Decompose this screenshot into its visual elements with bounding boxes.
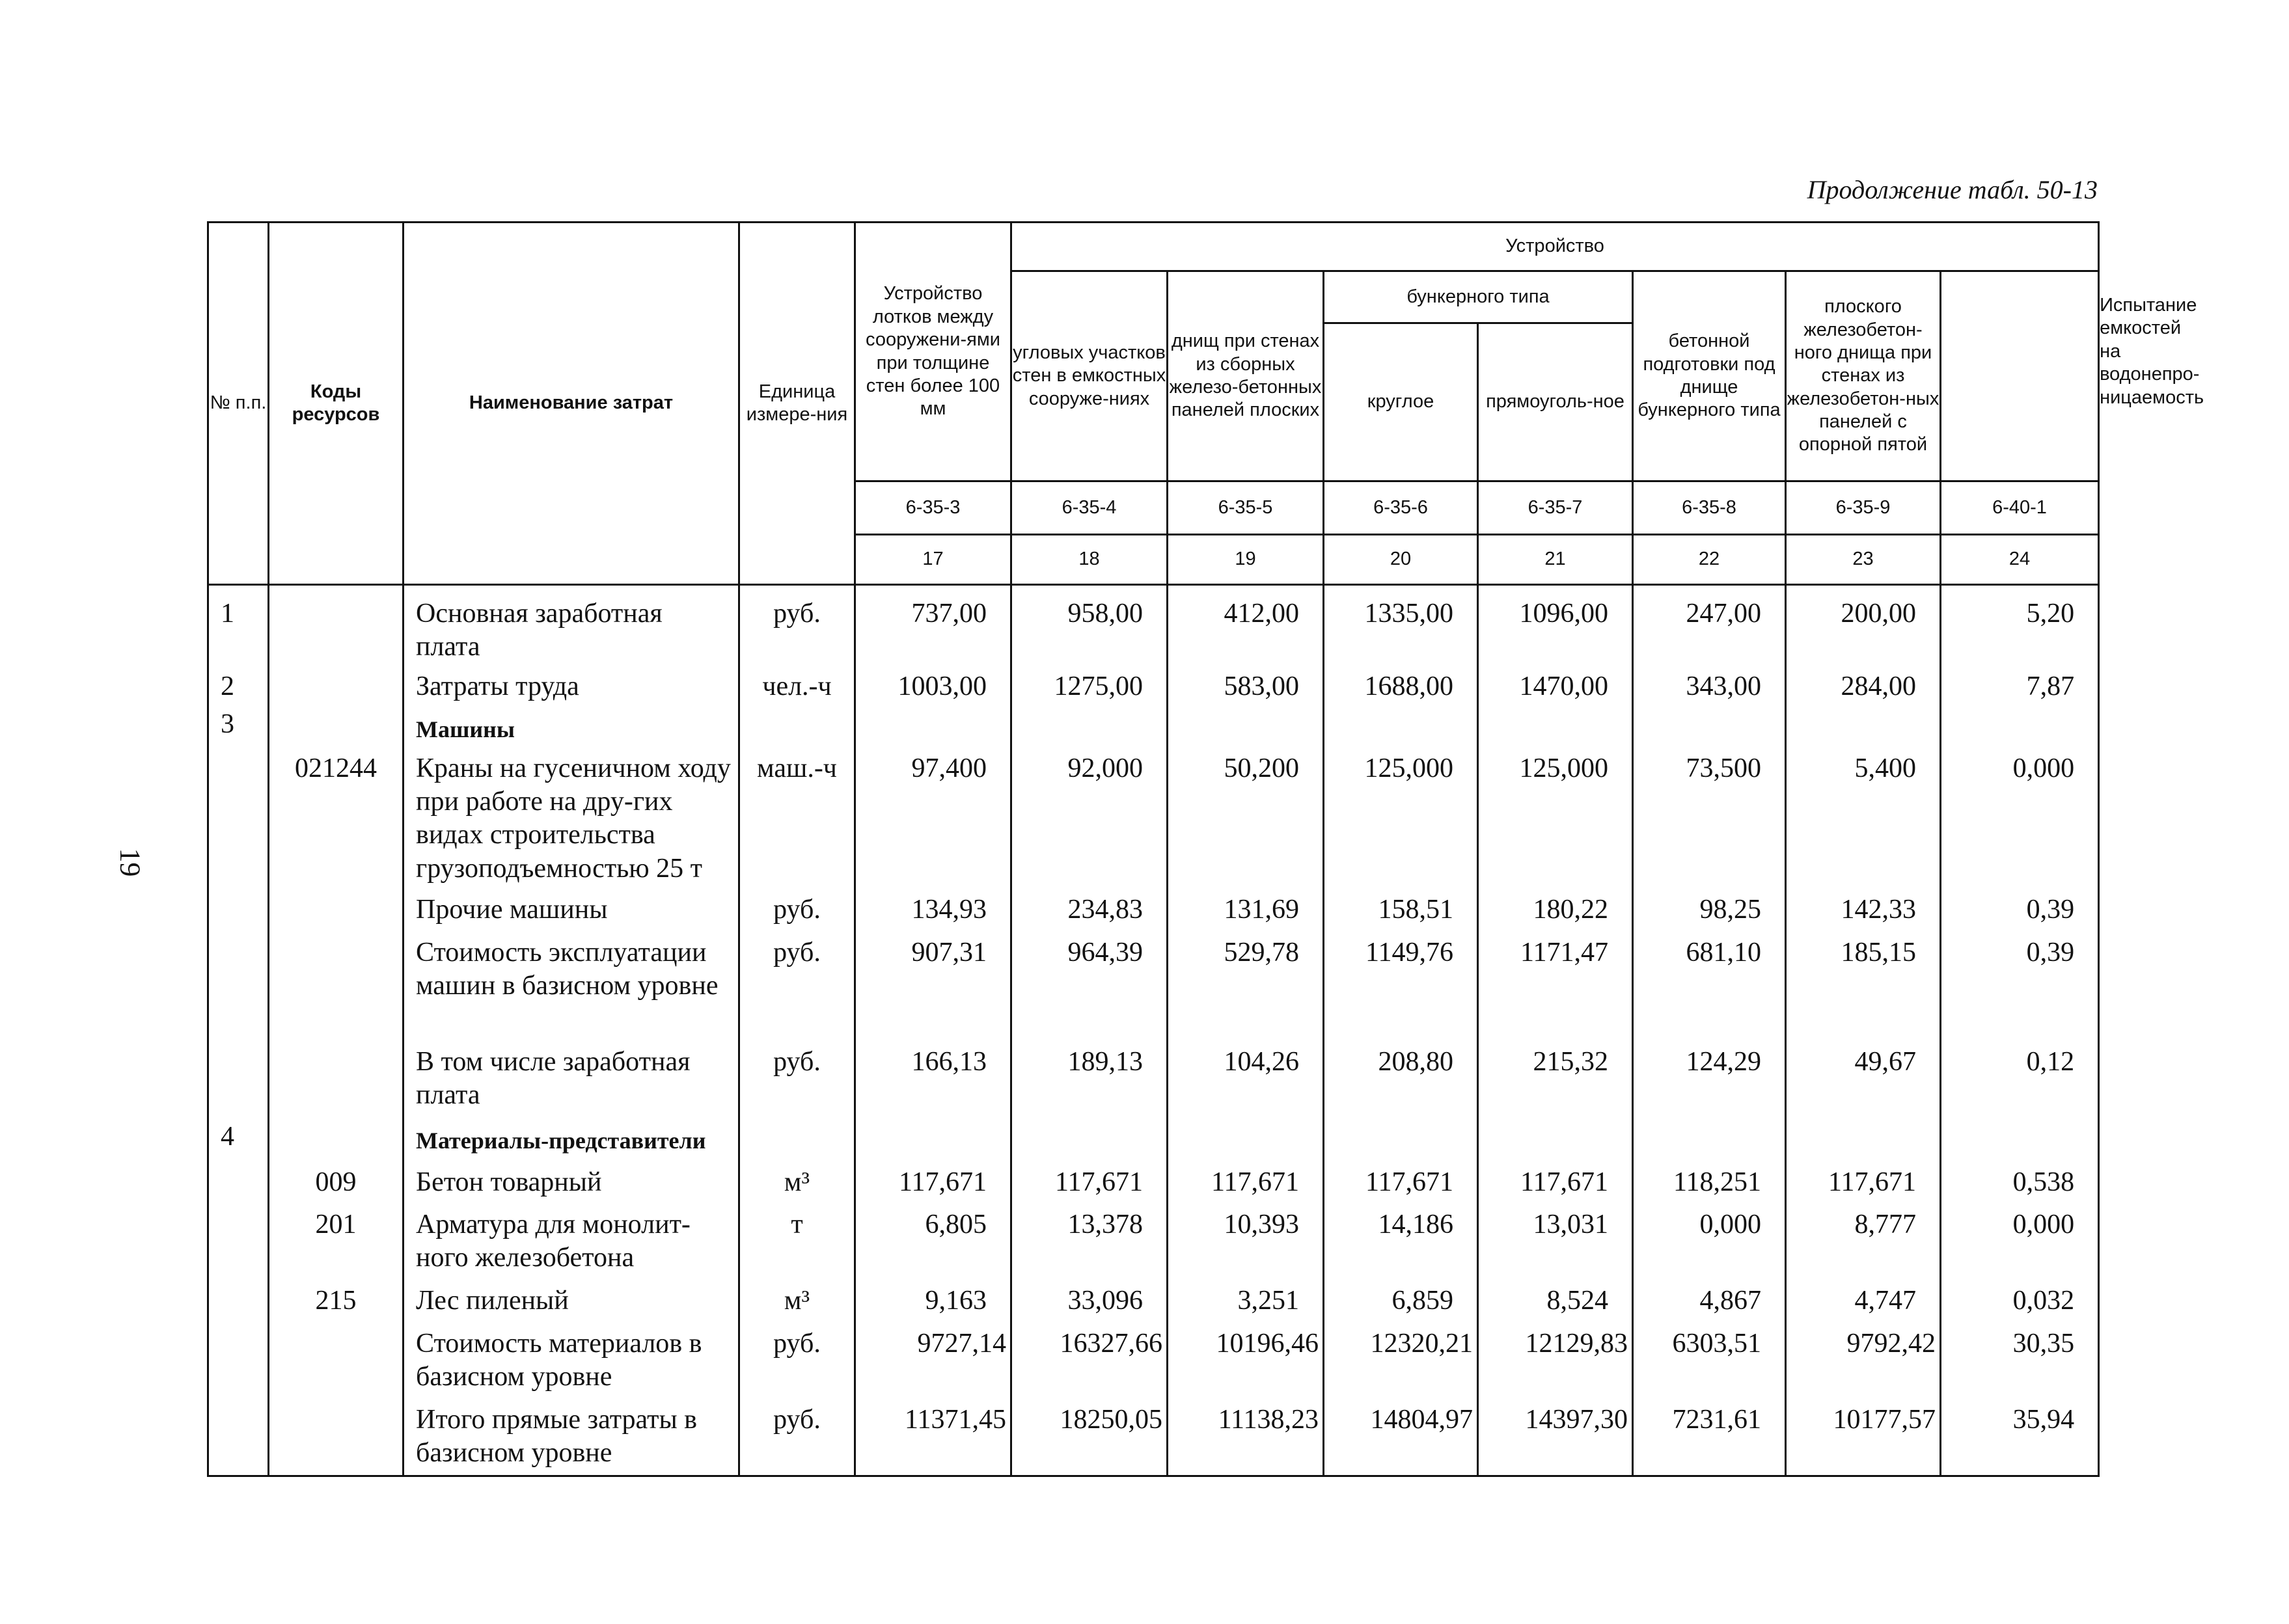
row-number: 2: [208, 666, 269, 705]
value-cell: 50,200: [1168, 748, 1324, 889]
value-cell: 5,20: [1941, 585, 2099, 666]
row-number: [208, 1162, 269, 1205]
value-cell: 583,00: [1168, 666, 1324, 705]
value-cell: 0,000: [1633, 1204, 1786, 1280]
resource-code: [269, 585, 404, 666]
column-number: 17: [855, 535, 1011, 585]
value-cell: 4,867: [1633, 1280, 1786, 1323]
table-row: [208, 932, 2099, 1042]
value-cell: [1941, 704, 2099, 748]
resource-code: [269, 666, 404, 705]
value-cell: [1478, 1116, 1633, 1162]
value-cell: 4,747: [1786, 1280, 1941, 1323]
value-cell: [1478, 704, 1633, 748]
header-col18: угловых участков стен в емкостных сооруже-ниях: [1011, 271, 1168, 481]
value-cell: 0,538: [1941, 1162, 2099, 1205]
resource-code: [269, 1400, 404, 1476]
cost-name: Стоимость эксплуатации машин в базисном уровне: [404, 932, 739, 1042]
value-cell: 9792,42: [1786, 1323, 1941, 1400]
table-row: [208, 585, 2099, 666]
value-cell: 8,777: [1786, 1204, 1941, 1280]
value-cell: [1324, 1116, 1478, 1162]
value-cell: 0,000: [1941, 1204, 2099, 1280]
code-cell: 6-35-6: [1324, 481, 1478, 535]
value-cell: [1011, 1116, 1168, 1162]
value-cell: 0,39: [1941, 932, 2099, 1042]
section-title: Машины: [404, 704, 739, 748]
value-cell: 343,00: [1633, 666, 1786, 705]
unit-cell: [739, 704, 855, 748]
table-row: [208, 889, 2099, 932]
value-cell: 284,00: [1786, 666, 1941, 705]
resource-code: 201: [269, 1204, 404, 1280]
value-cell: 14804,97: [1324, 1400, 1478, 1476]
value-cell: 118,251: [1633, 1162, 1786, 1205]
table-header: № п.п. Коды ресурсов Наименование затрат Единица измере-ния Устройство лотков между сооружени-ями при толщине стен более 100 мм Устройство Испытание емкостей на водонепро-ницаемость угловых участков стен в емкостных сооруже-ниях днищ при стенах из сборных железо-бетонных панелей плоских бункерного типа бетонной подготовки под днище бункерного типа плоского железобетон-ного днища при стенах из железобетон-ных панелей с опорной пятой круглое прямоуголь-ное 6-35-3 6-35-4 6-35-5 6-35-6 6-35-7 6-35-8 6-35-9 6-40-1 17 18 19 20 21 22 23 24: [208, 223, 2099, 585]
value-cell: 200,00: [1786, 585, 1941, 666]
value-cell: 964,39: [1011, 932, 1168, 1042]
table-body: [208, 585, 2099, 1476]
value-cell: [1786, 1116, 1941, 1162]
header-col21: прямоуголь-ное: [1478, 323, 1633, 481]
value-cell: [1168, 1116, 1324, 1162]
column-number: 22: [1633, 535, 1786, 585]
unit-cell: м³: [739, 1280, 855, 1323]
header-col19: днищ при стенах из сборных железо-бетонных панелей плоских: [1168, 271, 1324, 481]
code-cell: 6-35-9: [1786, 481, 1941, 535]
value-cell: 681,10: [1633, 932, 1786, 1042]
row-number: [208, 1204, 269, 1280]
value-cell: 158,51: [1324, 889, 1478, 932]
value-cell: 13,378: [1011, 1204, 1168, 1280]
column-number: 20: [1324, 535, 1478, 585]
cost-name: Основная заработная плата: [404, 585, 739, 666]
header-col22: бетонной подготовки под днище бункерного типа: [1633, 271, 1786, 481]
value-cell: 6,805: [855, 1204, 1011, 1280]
header-col17: Устройство лотков между сооружени-ями при толщине стен более 100 мм: [855, 223, 1011, 481]
unit-cell: м³: [739, 1162, 855, 1205]
unit-cell: руб.: [739, 932, 855, 1042]
row-number: [208, 932, 269, 1042]
cost-name: Арматура для монолит-ного железобетона: [404, 1204, 739, 1280]
value-cell: 30,35: [1941, 1323, 2099, 1400]
value-cell: [1168, 704, 1324, 748]
row-number: 4: [208, 1116, 269, 1162]
value-cell: 0,000: [1941, 748, 2099, 889]
value-cell: 142,33: [1786, 889, 1941, 932]
resource-code: 215: [269, 1280, 404, 1323]
unit-cell: т: [739, 1204, 855, 1280]
value-cell: 189,13: [1011, 1042, 1168, 1116]
value-cell: 92,000: [1011, 748, 1168, 889]
resource-code: [269, 1042, 404, 1116]
value-cell: 215,32: [1478, 1042, 1633, 1116]
unit-cell: руб.: [739, 585, 855, 666]
table-row: [208, 748, 2099, 889]
value-cell: [855, 704, 1011, 748]
resource-code: [269, 932, 404, 1042]
value-cell: 124,29: [1633, 1042, 1786, 1116]
row-number: [208, 1280, 269, 1323]
cost-name: Бетон товарный: [404, 1162, 739, 1205]
value-cell: [1011, 704, 1168, 748]
value-cell: 1470,00: [1478, 666, 1633, 705]
value-cell: 3,251: [1168, 1280, 1324, 1323]
column-number: 19: [1168, 535, 1324, 585]
header-col20: круглое: [1324, 323, 1478, 481]
value-cell: 73,500: [1633, 748, 1786, 889]
cost-name: Стоимость материалов в базисном уровне: [404, 1323, 739, 1400]
column-number: 21: [1478, 535, 1633, 585]
unit-cell: руб.: [739, 889, 855, 932]
table-row: [208, 1400, 2099, 1476]
value-cell: 0,032: [1941, 1280, 2099, 1323]
unit-cell: [739, 1116, 855, 1162]
value-cell: 412,00: [1168, 585, 1324, 666]
column-number: 24: [1941, 535, 2099, 585]
row-number: [208, 1042, 269, 1116]
code-cell: 6-35-4: [1011, 481, 1168, 535]
value-cell: 907,31: [855, 932, 1011, 1042]
value-cell: 247,00: [1633, 585, 1786, 666]
cost-name: В том числе заработная плата: [404, 1042, 739, 1116]
value-cell: 33,096: [1011, 1280, 1168, 1323]
value-cell: 234,83: [1011, 889, 1168, 932]
value-cell: 125,000: [1324, 748, 1478, 889]
column-number: 23: [1786, 535, 1941, 585]
value-cell: 737,00: [855, 585, 1011, 666]
value-cell: [1786, 704, 1941, 748]
value-cell: 117,671: [1324, 1162, 1478, 1205]
value-cell: 9727,14: [855, 1323, 1011, 1400]
value-cell: 166,13: [855, 1042, 1011, 1116]
value-cell: 11138,23: [1168, 1400, 1324, 1476]
value-cell: [1941, 1116, 2099, 1162]
header-col23: плоского железобетон-ного днища при стенах из железобетон-ных панелей с опорной пятой: [1786, 271, 1941, 481]
value-cell: [1633, 1116, 1786, 1162]
value-cell: 117,671: [855, 1162, 1011, 1205]
page-number: 19: [114, 848, 146, 877]
resource-code: 021244: [269, 748, 404, 889]
header-group: Устройство: [1011, 223, 2099, 271]
resource-code: [269, 889, 404, 932]
value-cell: 14397,30: [1478, 1400, 1633, 1476]
code-cell: 6-35-5: [1168, 481, 1324, 535]
value-cell: 0,39: [1941, 889, 2099, 932]
value-cell: 12129,83: [1478, 1323, 1633, 1400]
value-cell: 98,25: [1633, 889, 1786, 932]
value-cell: 117,671: [1168, 1162, 1324, 1205]
value-cell: 7231,61: [1633, 1400, 1786, 1476]
value-cell: 14,186: [1324, 1204, 1478, 1280]
cost-name: Краны на гусеничном ходу при работе на дру-гих видах строительства грузоподъемностью 25 т: [404, 748, 739, 889]
section-row: [208, 1116, 2099, 1162]
value-cell: [1324, 704, 1478, 748]
code-cell: 6-40-1: [1941, 481, 2099, 535]
value-cell: 10177,57: [1786, 1400, 1941, 1476]
header-unit: Единица измере-ния: [739, 223, 855, 585]
cost-name: Прочие машины: [404, 889, 739, 932]
unit-cell: маш.-ч: [739, 748, 855, 889]
unit-cell: чел.-ч: [739, 666, 855, 705]
table-row: [208, 1280, 2099, 1323]
resource-code: 009: [269, 1162, 404, 1205]
value-cell: 35,94: [1941, 1400, 2099, 1476]
header-bunker: бункерного типа: [1324, 271, 1633, 323]
value-cell: 958,00: [1011, 585, 1168, 666]
value-cell: 104,26: [1168, 1042, 1324, 1116]
resource-code: [269, 1323, 404, 1400]
table-row: [208, 1042, 2099, 1116]
value-cell: 49,67: [1786, 1042, 1941, 1116]
unit-cell: руб.: [739, 1042, 855, 1116]
table-row: [208, 666, 2099, 705]
cost-name: Лес пиленый: [404, 1280, 739, 1323]
header-codes: Коды ресурсов: [269, 223, 404, 585]
value-cell: 1149,76: [1324, 932, 1478, 1042]
value-cell: 5,400: [1786, 748, 1941, 889]
row-number: 1: [208, 585, 269, 666]
value-cell: 0,12: [1941, 1042, 2099, 1116]
resource-code: [269, 1116, 404, 1162]
value-cell: 208,80: [1324, 1042, 1478, 1116]
value-cell: 10196,46: [1168, 1323, 1324, 1400]
value-cell: 11371,45: [855, 1400, 1011, 1476]
value-cell: 1688,00: [1324, 666, 1478, 705]
value-cell: 529,78: [1168, 932, 1324, 1042]
value-cell: 180,22: [1478, 889, 1633, 932]
resource-code: [269, 704, 404, 748]
value-cell: 12320,21: [1324, 1323, 1478, 1400]
value-cell: 125,000: [1478, 748, 1633, 889]
table-caption: Продолжение табл. 50-13: [1807, 175, 2098, 204]
value-cell: 185,15: [1786, 932, 1941, 1042]
cost-name: Затраты труда: [404, 666, 739, 705]
value-cell: 8,524: [1478, 1280, 1633, 1323]
value-cell: 9,163: [855, 1280, 1011, 1323]
section-title: Материалы-представители: [404, 1116, 739, 1162]
unit-cell: руб.: [739, 1400, 855, 1476]
cost-name: Итого прямые затраты в базисном уровне: [404, 1400, 739, 1476]
value-cell: 134,93: [855, 889, 1011, 932]
value-cell: 16327,66: [1011, 1323, 1168, 1400]
row-number: [208, 748, 269, 889]
section-row: [208, 704, 2099, 748]
table-row: [208, 1162, 2099, 1205]
value-cell: 1275,00: [1011, 666, 1168, 705]
value-cell: 1171,47: [1478, 932, 1633, 1042]
row-number: [208, 889, 269, 932]
header-name: Наименование затрат: [404, 223, 739, 585]
value-cell: 117,671: [1786, 1162, 1941, 1205]
value-cell: 1096,00: [1478, 585, 1633, 666]
value-cell: [855, 1116, 1011, 1162]
table-row: [208, 1204, 2099, 1280]
value-cell: 97,400: [855, 748, 1011, 889]
row-number: [208, 1400, 269, 1476]
cost-table: [207, 221, 2204, 1477]
value-cell: 131,69: [1168, 889, 1324, 932]
value-cell: 13,031: [1478, 1204, 1633, 1280]
code-cell: 6-35-7: [1478, 481, 1633, 535]
value-cell: 10,393: [1168, 1204, 1324, 1280]
header-num: № п.п.: [208, 223, 269, 585]
value-cell: 18250,05: [1011, 1400, 1168, 1476]
code-cell: 6-35-8: [1633, 481, 1786, 535]
value-cell: 117,671: [1478, 1162, 1633, 1205]
row-number: 3: [208, 704, 269, 748]
value-cell: 6,859: [1324, 1280, 1478, 1323]
code-cell: 6-35-3: [855, 481, 1011, 535]
value-cell: 1003,00: [855, 666, 1011, 705]
value-cell: 117,671: [1011, 1162, 1168, 1205]
column-number: 18: [1011, 535, 1168, 585]
value-cell: [1633, 704, 1786, 748]
row-number: [208, 1323, 269, 1400]
value-cell: 7,87: [1941, 666, 2099, 705]
table-row: [208, 1323, 2099, 1400]
value-cell: 1335,00: [1324, 585, 1478, 666]
unit-cell: руб.: [739, 1323, 855, 1400]
value-cell: 6303,51: [1633, 1323, 1786, 1400]
